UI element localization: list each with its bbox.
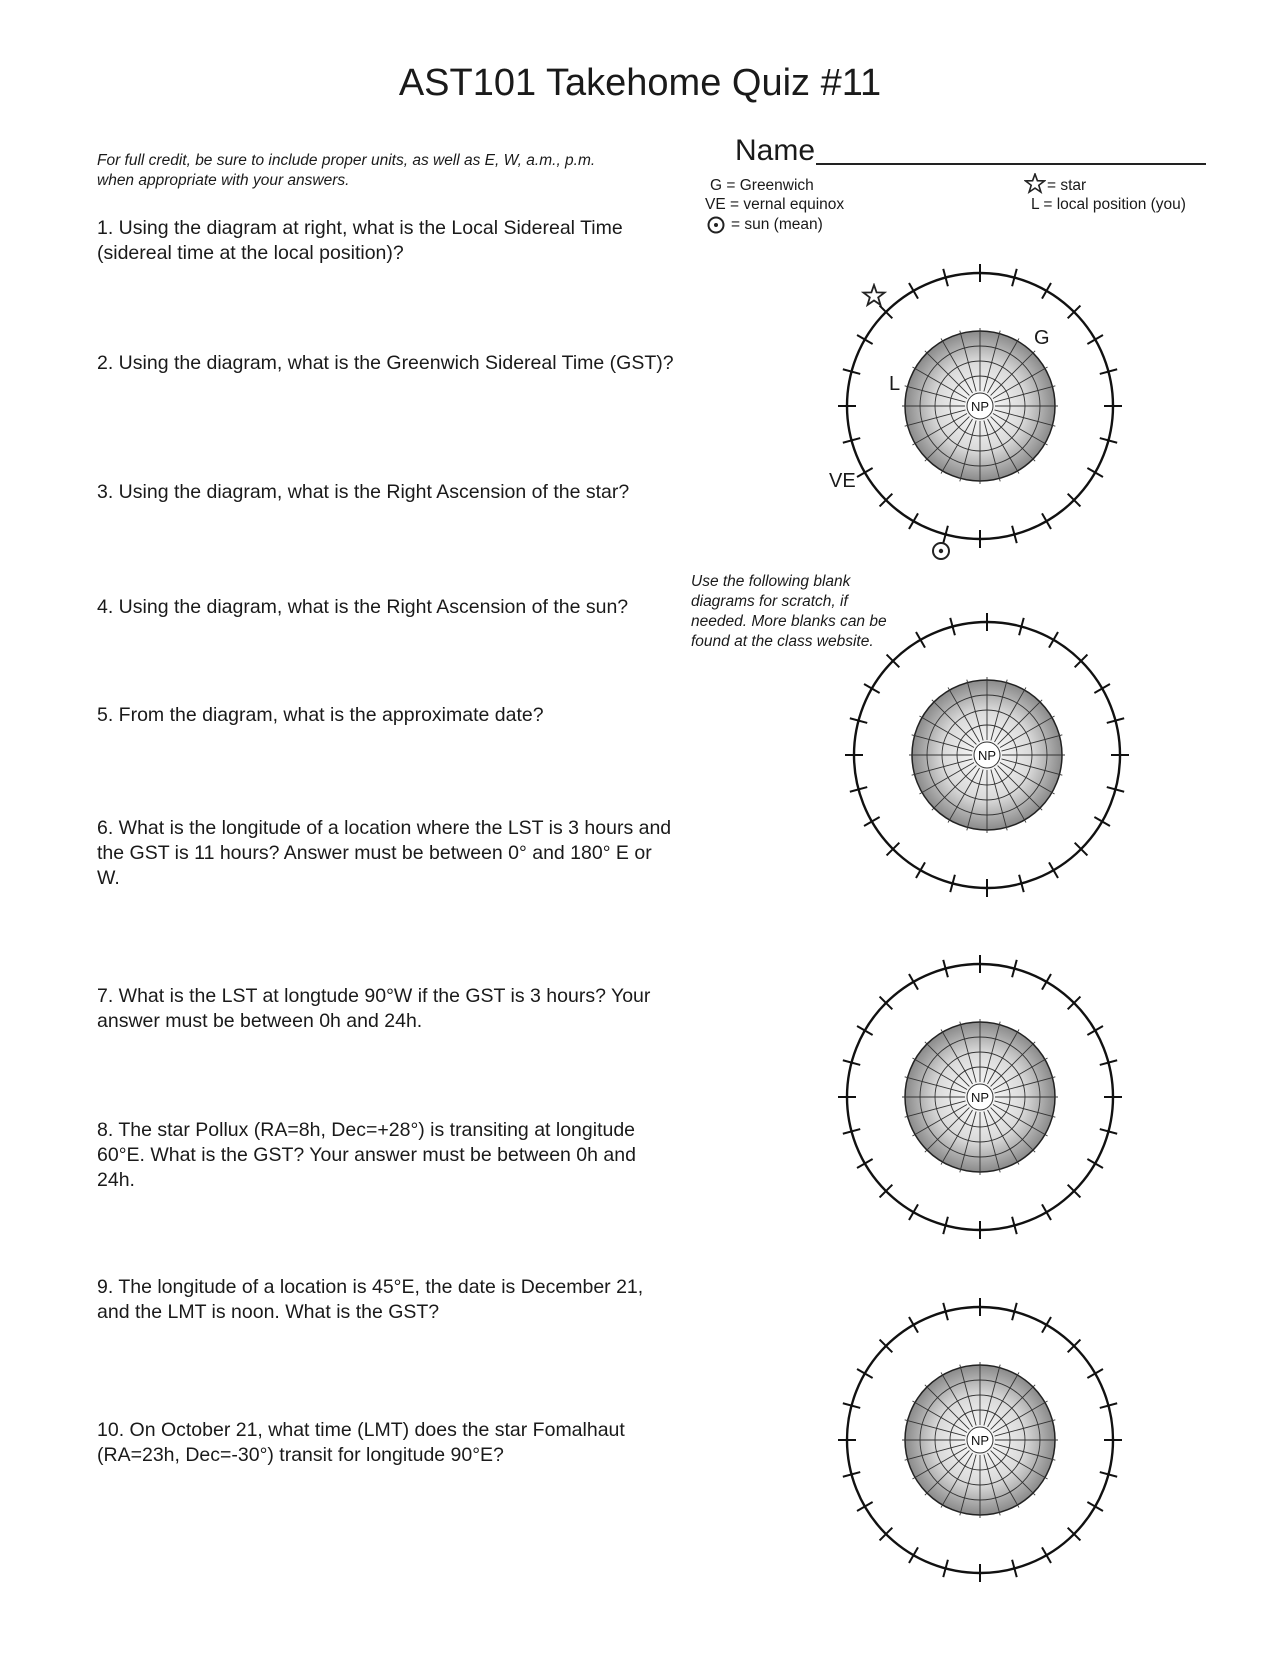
question-6: 6. What is the longitude of a location where the LST is 3 hours and the GST is 11 hours? Answer must be between 0° and 180° E or W. [97,817,672,889]
question-3: 3. Using the diagram, what is the Right Ascension of the star? [97,481,630,503]
greenwich-label: G [1034,327,1050,349]
star-icon [1024,173,1046,195]
vernal-equinox-label: VE [829,470,856,492]
north-pole-label: NP [970,1090,990,1105]
question-8: 8. The star Pollux (RA=8h, Dec=+28°) is transiting at longitude 60°E. What is the GST? Your answer must be between 0h and 24h. [97,1119,636,1191]
sun-icon [707,216,725,234]
question-10: 10. On October 21, what time (LMT) does the star Fomalhaut (RA=23h, Dec=-30°) transit for longitude 90°E? [97,1419,625,1466]
name-label: Name [735,134,816,167]
legend-greenwich: G = Greenwich [710,177,814,194]
question-2: 2. Using the diagram, what is the Greenwich Sidereal Time (GST)? [97,352,674,374]
question-7: 7. What is the LST at longtude 90°W if the GST is 3 hours? Your answer must be between 0h and 24h. [97,985,651,1032]
north-pole-label: NP [970,399,990,414]
page-title: AST101 Takehome Quiz #11 [398,62,882,104]
legend-star: = star [1047,177,1087,194]
north-pole-label: NP [977,748,997,763]
diagram-sun-icon [931,541,951,561]
question-5: 5. From the diagram, what is the approximate date? [97,704,544,726]
local-position-label: L [889,373,901,395]
diagram-star-icon [861,283,887,309]
question-4: 4. Using the diagram, what is the Right Ascension of the sun? [97,596,629,618]
instructions: For full credit, be sure to include proper units, as well as E, W, a.m., p.m. when appropriate with your answers. [97,152,596,189]
blank-diagram-2 [830,947,1130,1247]
blank-diagram-3 [830,1290,1130,1590]
legend-vernal-equinox: VE = vernal equinox [705,196,845,213]
north-pole-label: NP [970,1433,990,1448]
legend-local: L = local position (you) [1031,196,1186,213]
legend-sun: = sun (mean) [731,216,823,233]
blank-diagram-1 [837,605,1137,905]
scratch-note: Use the following blank diagrams for scratch, if needed. More blanks can be found at the class website. [691,573,887,650]
name-field[interactable] [816,163,1206,165]
question-9: 9. The longitude of a location is 45°E, the date is December 21, and the LMT is noon. What is the GST? [97,1276,644,1323]
question-1: 1. Using the diagram at right, what is the Local Sidereal Time (sidereal time at the local position)? [97,217,623,264]
